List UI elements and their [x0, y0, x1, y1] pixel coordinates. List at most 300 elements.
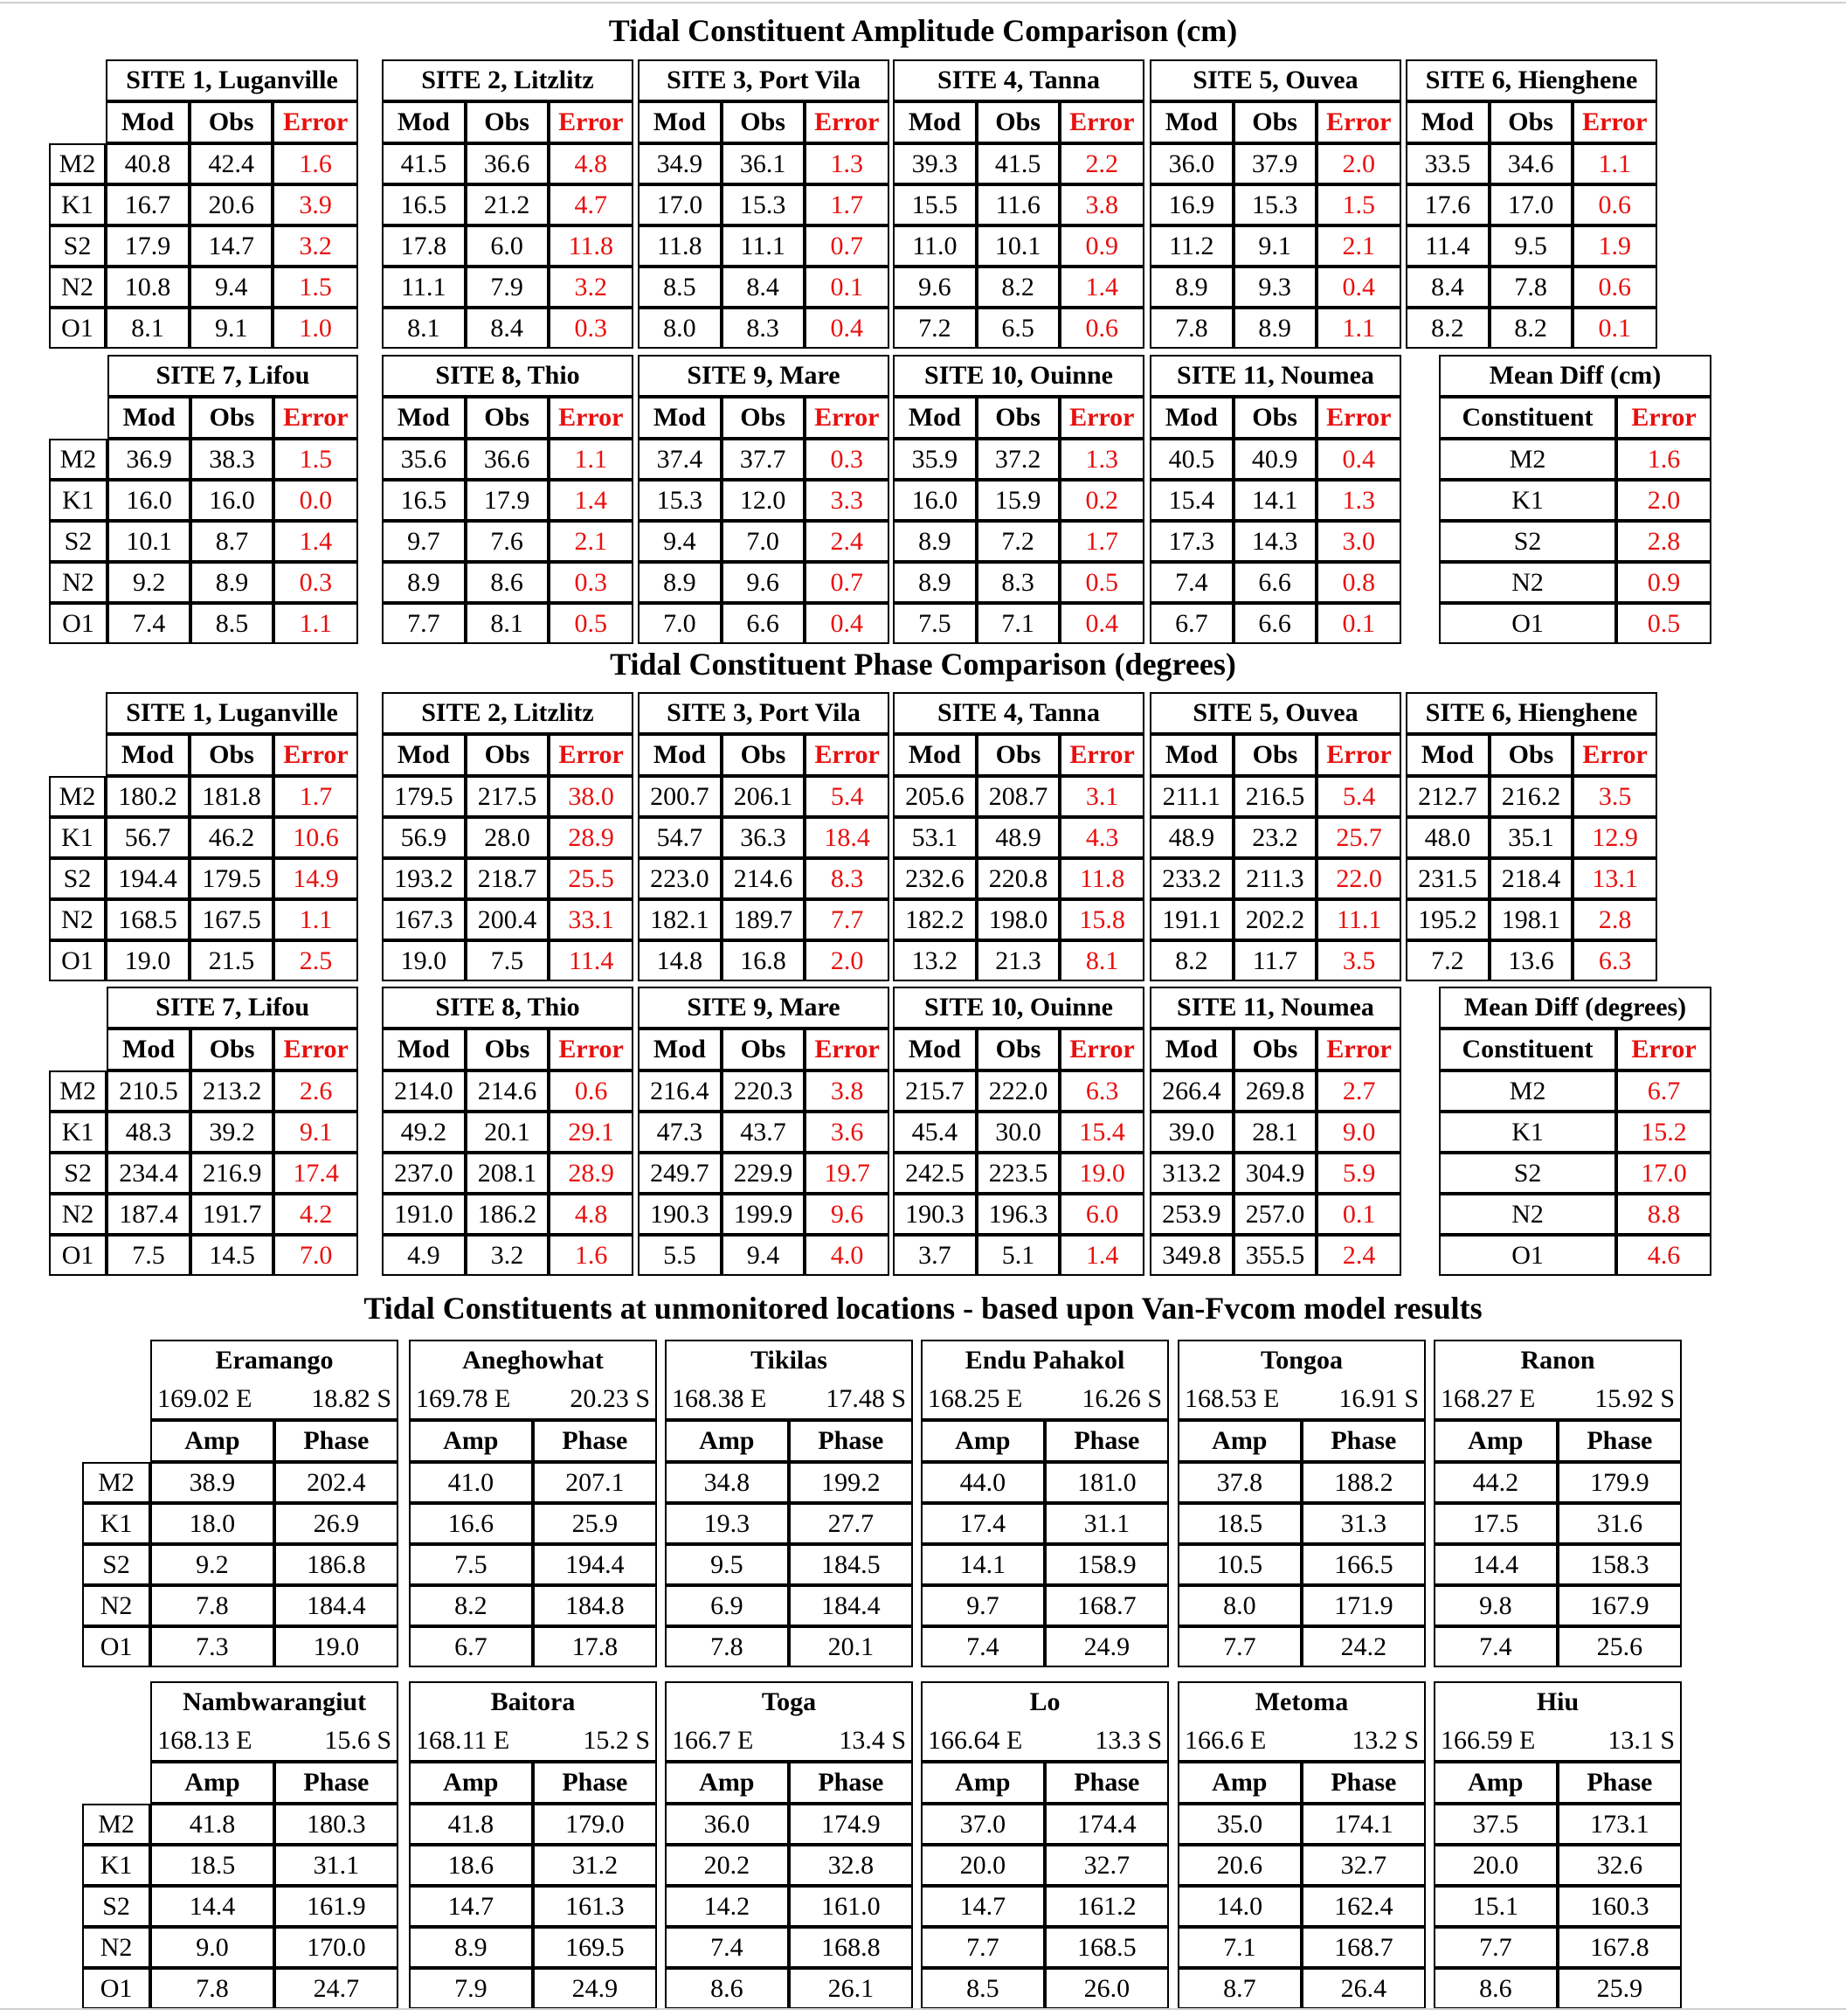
site-table	[1406, 59, 1657, 349]
table-row	[409, 1585, 657, 1626]
obs-value: 8.9	[190, 562, 273, 603]
col-header-error: Error	[805, 397, 889, 439]
phase-value: 179.9	[1558, 1462, 1682, 1503]
amp-value: 20.2	[665, 1845, 789, 1886]
mod-value: 10.8	[106, 267, 190, 308]
table-row	[409, 1503, 657, 1544]
table-row	[638, 1235, 889, 1276]
error-value: 22.0	[1317, 858, 1401, 899]
table-row	[409, 1804, 657, 1845]
amp-value: 37.5	[1434, 1804, 1558, 1845]
mod-value: 180.2	[106, 776, 190, 817]
location-table	[921, 1681, 1169, 2009]
constituent-label: O1	[49, 603, 107, 644]
table-row	[1439, 439, 1711, 480]
amp-value: 44.0	[921, 1462, 1045, 1503]
amp-value: 41.0	[409, 1462, 533, 1503]
phase-value: 24.9	[533, 1968, 657, 2009]
mod-value: 8.5	[638, 267, 722, 308]
obs-value: 217.5	[466, 776, 550, 817]
error-value: 13.1	[1573, 858, 1657, 899]
error-value: 1.1	[1573, 143, 1657, 184]
obs-value: 202.2	[1234, 899, 1317, 940]
mod-value: 9.2	[107, 562, 190, 603]
phase-value: 174.9	[789, 1804, 913, 1845]
table-row	[382, 225, 633, 267]
latitude: 15.2 S	[583, 1726, 650, 1755]
table-row	[1434, 1804, 1682, 1845]
phase-value: 31.3	[1302, 1503, 1426, 1544]
phase-value: 161.3	[533, 1886, 657, 1927]
obs-value: 9.3	[1234, 267, 1317, 308]
coordinates	[667, 1382, 911, 1416]
obs-value: 218.7	[466, 858, 550, 899]
table-row	[1150, 1112, 1401, 1153]
amp-value: 41.8	[150, 1804, 274, 1845]
site-name: SITE 8, Thio	[382, 987, 633, 1029]
coordinates	[152, 1724, 397, 1757]
mod-value: 36.0	[1150, 143, 1234, 184]
table-row	[1406, 184, 1657, 225]
site-name: SITE 10, Ouinne	[893, 355, 1144, 397]
obs-value: 14.5	[190, 1235, 274, 1276]
mod-value: 5.5	[638, 1235, 722, 1276]
table-row	[49, 1112, 358, 1153]
obs-value: 222.0	[977, 1070, 1061, 1112]
corner-cell	[49, 987, 107, 1029]
phase-value: 25.9	[1558, 1968, 1682, 2009]
mod-value: 34.9	[638, 143, 722, 184]
col-header-constituent: Constituent	[1439, 397, 1616, 439]
phase-value: 184.4	[789, 1585, 913, 1626]
obs-value: 7.2	[977, 521, 1060, 562]
phase-value: 170.0	[274, 1927, 398, 1968]
table-row	[82, 1927, 398, 1968]
col-header-mod: Mod	[382, 1029, 466, 1070]
table-row	[82, 1462, 398, 1503]
table-row	[1178, 1968, 1426, 2009]
obs-value: 8.1	[466, 603, 549, 644]
table-row	[382, 521, 633, 562]
location-coordinates	[1434, 1722, 1682, 1762]
table-row	[49, 817, 358, 858]
table-row	[1178, 1886, 1426, 1927]
mod-value: 3.7	[893, 1235, 977, 1276]
mod-value: 19.0	[382, 940, 466, 981]
col-header-constituent: Constituent	[1439, 1029, 1616, 1070]
site-name: SITE 9, Mare	[638, 987, 889, 1029]
amp-value: 6.9	[665, 1585, 789, 1626]
mod-value: 16.9	[1150, 184, 1234, 225]
col-header-error: Error	[1616, 1029, 1711, 1070]
table-row	[665, 1845, 913, 1886]
table-row	[1434, 1626, 1682, 1667]
col-header-error: Error	[549, 101, 633, 143]
amp-value: 8.5	[921, 1968, 1045, 2009]
longitude: 168.11 E	[416, 1726, 510, 1755]
table-row	[1439, 1153, 1711, 1194]
phase-value: 168.8	[789, 1927, 913, 1968]
error-value: 1.3	[1317, 480, 1401, 521]
col-header-amp: Amp	[1178, 1762, 1302, 1804]
table-row	[893, 439, 1144, 480]
table-row	[665, 1626, 913, 1667]
col-header-amp: Amp	[409, 1420, 533, 1462]
error-value: 4.2	[273, 1194, 358, 1235]
obs-value: 13.6	[1490, 940, 1573, 981]
table-row	[638, 1070, 889, 1112]
mod-value: 234.4	[107, 1153, 190, 1194]
longitude: 168.27 E	[1441, 1384, 1536, 1413]
constituent-label: N2	[82, 1927, 150, 1968]
phase-value: 161.9	[274, 1886, 398, 1927]
table-row	[49, 1235, 358, 1276]
location-table	[665, 1681, 913, 2009]
table-row	[1150, 776, 1401, 817]
table-row	[1434, 1968, 1682, 2009]
site-name: SITE 1, Luganville	[106, 59, 358, 101]
mod-value: 11.0	[893, 225, 977, 267]
col-header-obs: Obs	[466, 101, 549, 143]
mod-value: 8.2	[1406, 308, 1490, 349]
obs-value: 8.2	[1490, 308, 1573, 349]
col-header-obs: Obs	[190, 101, 273, 143]
site-table	[49, 355, 358, 644]
table-row	[1434, 1886, 1682, 1927]
phase-value: 32.7	[1302, 1845, 1426, 1886]
table-row	[82, 1886, 398, 1927]
constituent-label: S2	[49, 858, 106, 899]
error-value: 3.5	[1317, 940, 1401, 981]
table-row	[921, 1927, 1169, 1968]
amplitude-title: Tidal Constituent Amplitude Comparison (cm)	[608, 13, 1238, 48]
error-value: 28.9	[549, 817, 633, 858]
mod-value: 182.1	[638, 899, 722, 940]
site-table	[382, 987, 633, 1276]
phase-value: 184.4	[274, 1585, 398, 1626]
error-value: 0.4	[1060, 603, 1144, 644]
mod-value: 191.0	[382, 1194, 466, 1235]
obs-value: 9.5	[1490, 225, 1573, 267]
phase-value: 31.2	[533, 1845, 657, 1886]
mean-error-value: 8.8	[1616, 1194, 1711, 1235]
phase-value: 188.2	[1302, 1462, 1426, 1503]
error-value: 33.1	[549, 899, 633, 940]
table-row	[638, 562, 889, 603]
phase-value: 167.8	[1558, 1927, 1682, 1968]
mod-value: 4.9	[382, 1235, 466, 1276]
corner-cell	[82, 1722, 150, 1762]
obs-value: 206.1	[722, 776, 805, 817]
coordinates	[1435, 1724, 1680, 1757]
location-name: Nambwarangiut	[150, 1681, 398, 1722]
error-value: 1.4	[273, 521, 358, 562]
table-row	[1178, 1804, 1426, 1845]
phase-value: 171.9	[1302, 1585, 1426, 1626]
error-value: 2.7	[1317, 1070, 1401, 1112]
phase-value: 25.9	[533, 1503, 657, 1544]
longitude: 168.53 E	[1185, 1384, 1280, 1413]
error-value: 4.7	[549, 184, 633, 225]
mod-value: 211.1	[1150, 776, 1234, 817]
table-row	[638, 267, 889, 308]
site-table	[1406, 692, 1657, 981]
site-name: SITE 1, Luganville	[106, 692, 358, 734]
col-header-error: Error	[805, 734, 889, 776]
site-name: SITE 8, Thio	[382, 355, 633, 397]
error-value: 6.0	[1060, 1194, 1144, 1235]
mod-value: 48.0	[1406, 817, 1490, 858]
top-rule	[0, 2, 1846, 3]
obs-value: 17.9	[466, 480, 549, 521]
longitude: 166.64 E	[928, 1726, 1023, 1755]
table-row	[1150, 1070, 1401, 1112]
mod-value: 17.6	[1406, 184, 1490, 225]
phase-value: 161.2	[1045, 1886, 1169, 1927]
table-row	[638, 940, 889, 981]
col-header-amp: Amp	[150, 1420, 274, 1462]
col-header-phase: Phase	[1302, 1762, 1426, 1804]
mod-value: 11.1	[382, 267, 466, 308]
obs-value: 208.1	[466, 1153, 550, 1194]
table-row	[49, 1070, 358, 1112]
table-row	[1150, 1235, 1401, 1276]
error-value: 11.8	[1060, 858, 1144, 899]
error-value: 0.6	[549, 1070, 633, 1112]
col-header-obs: Obs	[977, 101, 1060, 143]
error-value: 4.0	[805, 1235, 889, 1276]
table-row	[1439, 1194, 1711, 1235]
obs-value: 198.1	[1490, 899, 1573, 940]
obs-value: 8.7	[190, 521, 273, 562]
obs-value: 186.2	[466, 1194, 550, 1235]
amp-value: 18.6	[409, 1845, 533, 1886]
table-row	[638, 184, 889, 225]
table-row	[1439, 521, 1711, 562]
site-table	[382, 355, 633, 644]
mean-error-value: 4.6	[1616, 1235, 1711, 1276]
phase-title: Tidal Constituent Phase Comparison (degrees)	[610, 647, 1236, 682]
col-header-mod: Mod	[1406, 734, 1490, 776]
location-coordinates	[921, 1380, 1169, 1420]
latitude: 15.92 S	[1594, 1384, 1675, 1413]
mean-error-value: 0.5	[1616, 603, 1711, 644]
corner-cell	[82, 1340, 150, 1380]
obs-value: 21.5	[190, 940, 273, 981]
amp-value: 7.9	[409, 1968, 533, 2009]
table-row	[893, 776, 1144, 817]
mod-value: 349.8	[1150, 1235, 1234, 1276]
constituent-label: N2	[49, 1194, 107, 1235]
error-value: 11.8	[549, 225, 633, 267]
col-header-mod: Mod	[382, 101, 466, 143]
mod-value: 40.8	[106, 143, 190, 184]
site-table	[1150, 692, 1401, 981]
error-value: 2.5	[273, 940, 358, 981]
error-value: 0.6	[1060, 308, 1144, 349]
mod-value: 191.1	[1150, 899, 1234, 940]
location-table	[82, 1681, 398, 2009]
table-row	[921, 1585, 1169, 1626]
latitude: 18.82 S	[311, 1384, 391, 1413]
table-row	[665, 1804, 913, 1845]
obs-value: 9.1	[190, 308, 273, 349]
mod-value: 215.7	[893, 1070, 977, 1112]
table-row	[893, 1070, 1144, 1112]
phase-value: 184.8	[533, 1585, 657, 1626]
error-value: 1.3	[805, 143, 889, 184]
col-header-phase: Phase	[533, 1762, 657, 1804]
amp-value: 36.0	[665, 1804, 789, 1845]
amp-value: 7.4	[921, 1626, 1045, 1667]
phase-value: 166.5	[1302, 1544, 1426, 1585]
table-row	[1406, 267, 1657, 308]
col-header-mod: Mod	[107, 1029, 190, 1070]
table-row	[638, 143, 889, 184]
site-name: SITE 5, Ouvea	[1150, 692, 1401, 734]
phase-value: 20.1	[789, 1626, 913, 1667]
mod-value: 194.4	[106, 858, 190, 899]
mod-value: 242.5	[893, 1153, 977, 1194]
mod-value: 195.2	[1406, 899, 1490, 940]
obs-value: 220.8	[977, 858, 1061, 899]
coordinates	[667, 1724, 911, 1757]
error-value: 9.6	[805, 1194, 889, 1235]
table-row	[1434, 1544, 1682, 1585]
mod-value: 187.4	[107, 1194, 190, 1235]
site-name: SITE 2, Litzlitz	[382, 692, 633, 734]
error-value: 1.4	[1060, 1235, 1144, 1276]
latitude: 16.26 S	[1082, 1384, 1162, 1413]
error-value: 38.0	[549, 776, 633, 817]
error-value: 3.2	[273, 225, 358, 267]
error-value: 0.3	[273, 562, 358, 603]
error-value: 2.8	[1573, 899, 1657, 940]
table-row	[49, 858, 358, 899]
constituent-label: N2	[49, 267, 106, 308]
table-row	[921, 1968, 1169, 2009]
error-value: 1.5	[273, 439, 358, 480]
mod-value: 40.5	[1150, 439, 1234, 480]
phase-value: 168.7	[1302, 1927, 1426, 1968]
obs-value: 8.4	[722, 267, 805, 308]
mod-value: 7.5	[107, 1235, 190, 1276]
corner-cell	[82, 1762, 150, 1804]
obs-value: 14.1	[1234, 480, 1317, 521]
error-value: 1.3	[1060, 439, 1144, 480]
col-header-phase: Phase	[1045, 1420, 1169, 1462]
phase-value: 174.4	[1045, 1804, 1169, 1845]
location-name: Baitora	[409, 1681, 657, 1722]
constituent-label: S2	[1439, 1153, 1616, 1194]
col-header-error: Error	[805, 101, 889, 143]
constituent-label: M2	[1439, 439, 1616, 480]
table-row	[1406, 817, 1657, 858]
amp-value: 8.6	[1434, 1968, 1558, 2009]
obs-value: 20.1	[466, 1112, 550, 1153]
table-row	[409, 1886, 657, 1927]
constituent-label: O1	[1439, 1235, 1616, 1276]
amp-value: 9.0	[150, 1927, 274, 1968]
col-header-phase: Phase	[789, 1420, 913, 1462]
col-header-amp: Amp	[409, 1762, 533, 1804]
error-value: 11.1	[1317, 899, 1401, 940]
location-coordinates	[665, 1722, 913, 1762]
col-header-error: Error	[1060, 397, 1144, 439]
coordinates	[923, 1382, 1167, 1416]
table-row	[665, 1886, 913, 1927]
error-value: 1.4	[1060, 267, 1144, 308]
site-name: SITE 10, Ouinne	[893, 987, 1144, 1029]
col-header-mod: Mod	[1406, 101, 1490, 143]
mod-value: 7.0	[638, 603, 722, 644]
col-header-mod: Mod	[106, 101, 190, 143]
constituent-label: O1	[1439, 603, 1616, 644]
obs-value: 208.7	[977, 776, 1061, 817]
table-row	[921, 1462, 1169, 1503]
amp-value: 18.0	[150, 1503, 274, 1544]
error-value: 2.4	[805, 521, 889, 562]
table-row	[382, 1070, 633, 1112]
table-row	[893, 267, 1144, 308]
longitude: 168.13 E	[157, 1726, 252, 1755]
obs-value: 6.5	[977, 308, 1060, 349]
col-header-error: Error	[1616, 397, 1711, 439]
mod-value: 17.9	[106, 225, 190, 267]
location-name: Toga	[665, 1681, 913, 1722]
obs-value: 7.8	[1490, 267, 1573, 308]
corner-cell	[49, 59, 106, 101]
phase-value: 32.8	[789, 1845, 913, 1886]
col-header-amp: Amp	[665, 1762, 789, 1804]
col-header-error: Error	[1317, 734, 1401, 776]
amp-value: 14.4	[1434, 1544, 1558, 1585]
error-value: 3.6	[805, 1112, 889, 1153]
phase-value: 24.9	[1045, 1626, 1169, 1667]
mod-value: 11.4	[1406, 225, 1490, 267]
mod-value: 54.7	[638, 817, 722, 858]
error-value: 0.4	[805, 308, 889, 349]
obs-value: 6.6	[722, 603, 805, 644]
obs-value: 12.0	[722, 480, 805, 521]
col-header-error: Error	[805, 1029, 889, 1070]
bottom-rule	[0, 2008, 1846, 2010]
table-row	[921, 1544, 1169, 1585]
unmonitored-title: Tidal Constituents at unmonitored locations - based upon Van-Fvcom model results	[363, 1291, 1483, 1326]
obs-value: 16.0	[190, 480, 273, 521]
table-row	[638, 1112, 889, 1153]
corner-cell	[49, 692, 106, 734]
corner-cell	[82, 1380, 150, 1420]
mod-value: 8.1	[382, 308, 466, 349]
error-value: 10.6	[273, 817, 358, 858]
error-value: 0.5	[1060, 562, 1144, 603]
location-table	[1434, 1340, 1682, 1667]
constituent-label: K1	[49, 1112, 107, 1153]
constituent-label: N2	[49, 562, 107, 603]
mod-value: 19.0	[106, 940, 190, 981]
table-row	[82, 1845, 398, 1886]
table-row	[638, 225, 889, 267]
location-table	[82, 1340, 398, 1667]
col-header-mod: Mod	[382, 734, 466, 776]
phase-value: 26.4	[1302, 1968, 1426, 2009]
obs-value: 7.0	[722, 521, 805, 562]
error-value: 0.4	[1317, 439, 1401, 480]
mod-value: 16.7	[106, 184, 190, 225]
table-row	[49, 1194, 358, 1235]
corner-cell	[82, 1681, 150, 1722]
